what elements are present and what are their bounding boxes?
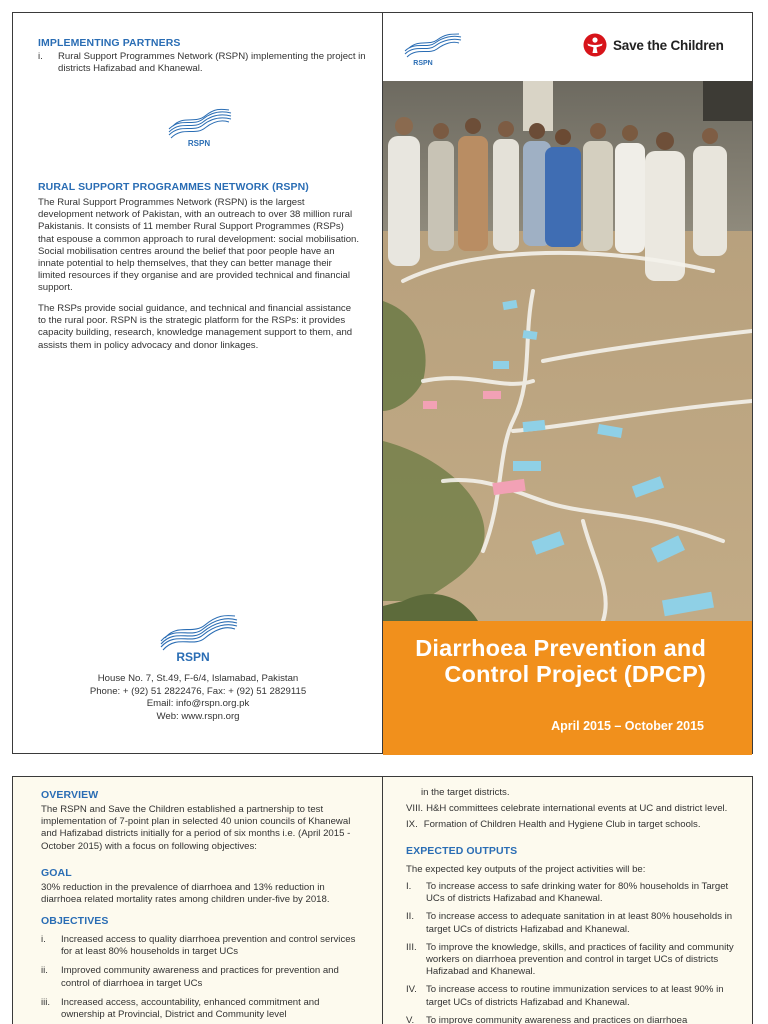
inside-left-panel [13,777,383,1024]
item-text: Improved community awareness and practices for prevention and control of diarrhoea in target UCs [61,965,339,989]
item-number: IX. [406,819,418,831]
item-number: I. [406,881,412,892]
item-text: H&H committees celebrate international events at UC and district level. [426,803,728,814]
implementing-partners-title: IMPLEMENTING PARTNERS [38,37,181,49]
activities-continuation: in the target districts. [421,787,510,798]
objectives-title: OBJECTIVES [41,915,109,927]
rspn-header-logo-icon [401,31,465,67]
item-text: To increase access to safe drinking water for 80% households in Target UCs of districts Hafizabad and Khanewal. [426,881,729,905]
item-text: Increased access to quality diarrhoea prevention and control services for at least 80% households in target UCs [61,934,356,958]
item-text: To increase access to adequate sanitation in at least 80% households in target UCs of districts Hafizabad and Khanewal. [426,911,733,935]
svg-text:RSPN: RSPN [176,650,210,663]
cover-photo [383,81,752,621]
list-item [406,1015,736,1024]
contact-phone: Phone: + (92) 51 2822476, Fax: + (92) 51 2829115 [89,685,307,697]
rspn-paragraph-2: The RSPs provide social guidance, and technical and financial assistance to the rural poor. RSPN is the strategic platform for the RSPs: it provides capacity building, research, knowledge management support to them, and assists them in policy advocacy and donor linkages. [38,303,353,351]
item-number: IV. [406,984,417,996]
item-number: iii. [41,996,51,1008]
item-text: Formation of Children Health and Hygiene Club in target schools. [423,819,701,831]
list-item [406,803,736,815]
expected-outputs-list [406,881,736,1024]
cover-header [383,13,752,81]
contact-email[interactable]: Email: info@rspn.org.pk [146,698,250,710]
item-number: V. [406,1014,415,1024]
list-item [406,911,736,935]
implementing-partner-item [38,51,368,75]
list-item [406,819,736,831]
item-text: Increased access, accountability, enhanced commitment and ownership at Provincial, District and Community level [61,996,320,1021]
rspn-logo-large-icon [153,611,243,663]
list-item [406,942,736,979]
activities-list [406,803,736,835]
save-the-children-emblem-icon [583,33,607,57]
expected-outputs-title: EXPECTED OUTPUTS [406,845,518,857]
save-the-children-name: Save the Children [613,37,724,53]
expected-outputs-intro: The expected key outputs of the project activities will be: [406,864,646,875]
item-number: i. [41,934,46,945]
list-item [41,934,359,958]
objectives-list [41,934,359,1024]
community-gathering-photo [383,81,752,621]
svg-text:RSPN: RSPN [187,139,211,148]
item-text: To increase access to routine immunization services to at least 90% in target UCs of districts Hafizabad and Khanewal. [426,984,724,1008]
goal-title: GOAL [41,867,72,879]
overview-text: The RSPN and Save the Children established a partnership to test implementation of 7-point plan in selected 40 union councils of Khanewal and Hafizabad districts initially for a period of six months i.e. (April 2015 -October 2015) with a focus on following objectives: [41,804,351,852]
item-text: Rural Support Programmes Network (RSPN) implementing the project in districts Hafizabad and Khanewal. [58,51,366,75]
list-item [41,997,359,1021]
rspn-logo-icon [163,105,235,149]
overview-title: OVERVIEW [41,789,99,801]
cover-panel [383,13,752,753]
item-number: VIII. [406,803,424,814]
title-panel [383,621,752,755]
svg-text:RSPN: RSPN [413,60,433,67]
contact-address: House No. 7, St.49, F-6/4, Islamabad, Pakistan [97,673,299,684]
brochure-inside [12,776,753,1024]
contact-block [43,673,353,723]
list-item [406,984,736,1008]
item-number: i. [38,51,43,62]
save-the-children-logo [583,33,724,57]
brochure-outside [12,12,753,754]
rspn-section-title: RURAL SUPPORT PROGRAMMES NETWORK (RSPN) [38,181,309,193]
item-number: III. [406,941,417,953]
item-text: To improve the knowledge, skills, and practices of facility and community workers on diarrhoea prevention and control in target UCs of districts Hafizabad and Khanewal. [426,941,734,978]
goal-text: 30% reduction in the prevalence of diarrhoea and 13% reduction in diarrhoea related mortality rates among children under-five by 2018. [41,882,330,906]
item-text: To improve community awareness and practices on diarrhoea [426,1014,688,1024]
item-number: II. [406,911,414,923]
list-item [41,965,359,989]
back-panel [13,13,383,753]
project-title: Diarrhoea Prevention and Control Project (DPCP) [415,635,706,687]
list-item [406,881,736,905]
project-dates: April 2015 – October 2015 [551,719,704,733]
item-number: ii. [41,965,48,977]
contact-web[interactable]: Web: www.rspn.org [156,710,240,722]
rspn-paragraph-1: The Rural Support Programmes Network (RSPN) is the largest development network of Pakistan, with an outreach to over 38 million rural Pakistanis. It consists of 11 member Rural Support Programmes (RSPs) that espouse a common approach to rural development: social mobilisation. Social mobilisation centres around the belief that poor people have an innate potential to help themselves, that they can better manage their limited resources if they organise and are provided technical and financial support. [38,197,360,294]
